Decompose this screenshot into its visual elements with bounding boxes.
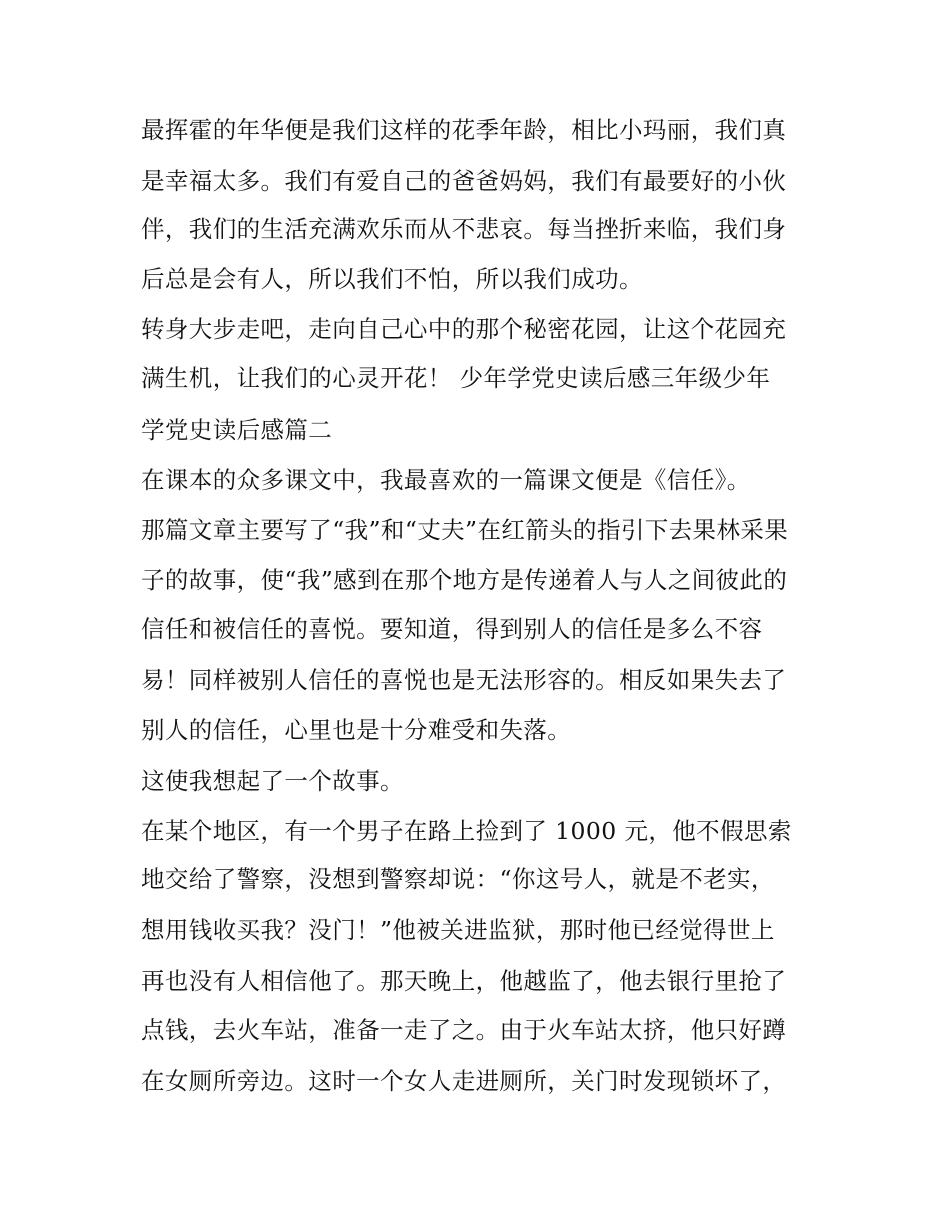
- text-line: 伴，我们的生活充满欢乐而从不悲哀。每当挫折来临，我们身: [141, 215, 787, 243]
- text-line: 转身大步走吧，走向自己心中的那个秘密花园，让这个花园充: [141, 315, 787, 343]
- text-line: 易！同样被别人信任的喜悦也是无法形容的。相反如果失去了: [141, 666, 787, 694]
- text-line: 最挥霍的年华便是我们这样的花季年龄，相比小玛丽，我们真: [141, 116, 787, 144]
- text-line: 点钱，去火车站，准备一走了之。由于火车站太挤，他只好蹲: [141, 1016, 787, 1044]
- text-line: 学党史读后感篇二: [141, 416, 333, 444]
- text-line: 那篇文章主要写了“我”和“丈夫”在红箭头的指引下去果林采果: [141, 516, 789, 544]
- text-line: 在某个地区，有一个男子在路上捡到了 1000 元，他不假思索: [141, 817, 792, 845]
- text-line: 在女厕所旁边。这时一个女人走进厕所，关门时发现锁坏了，: [141, 1067, 787, 1095]
- text-line: 在课本的众多课文中，我最喜欢的一篇课文便是《信任》。: [141, 466, 751, 494]
- text-line: 子的故事，使“我”感到在那个地方是传递着人与人之间彼此的: [141, 566, 788, 594]
- text-line: 别人的信任，心里也是十分难受和失落。: [141, 716, 572, 744]
- text-line: 是幸福太多。我们有爱自己的爸爸妈妈，我们有最要好的小伙: [141, 167, 787, 195]
- text-line: 想用钱收买我？没门！”他被关进监狱，那时他已经觉得世上: [141, 916, 775, 944]
- text-line: 地交给了警察，没想到警察却说：“你这号人，就是不老实，: [141, 865, 775, 893]
- text-line: 后总是会有人，所以我们不怕，所以我们成功。: [141, 265, 643, 293]
- text-line: 满生机，让我们的心灵开花！ 少年学党史读后感三年级少年: [141, 364, 771, 392]
- text-line: 再也没有人相信他了。那天晚上，他越监了，他去银行里抢了: [141, 967, 787, 995]
- text-line: 信任和被信任的喜悦。要知道，得到别人的信任是多么不容: [141, 615, 763, 643]
- text-line: 这使我想起了一个故事。: [141, 767, 404, 795]
